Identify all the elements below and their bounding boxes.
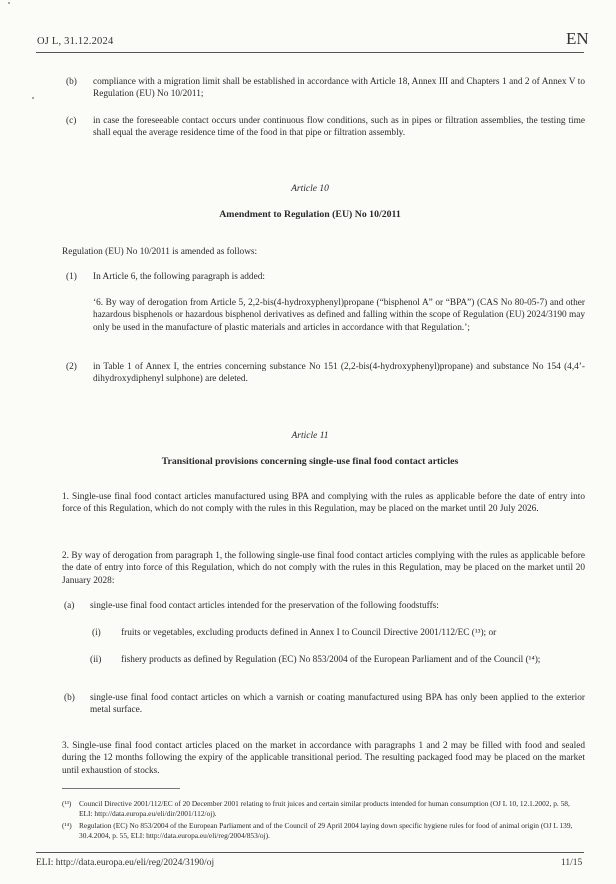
list-item-text: In Article 6, the following paragraph is added: xyxy=(93,272,265,282)
list-label: (a) xyxy=(64,601,75,611)
footnote-rule xyxy=(62,788,180,789)
list-label: (c) xyxy=(66,116,77,126)
article-title: Transitional provisions concerning single-use final food contact articles xyxy=(161,456,459,467)
footnote-text: Regulation (EC) No 853/2004 of the European Parliament and of the Council of 29 April 2004 laying down specific hygiene rules for food of animal origin (OJ L 139, 30.4.2004, p. 55, ELI: http://data.europa.eu/eli/reg/2004/853/oj). xyxy=(79,821,573,840)
footnote-text: Council Directive 2001/112/EC of 20 December 2001 relating to fruit juices and certain similar products intended for human consumption (OJ L 10, 12.1.2002, p. 58, ELI: http://data.europa.eu/eli/dir/2001/112/oj). xyxy=(79,799,570,818)
scan-speck xyxy=(32,97,34,99)
article-number: Article 11 xyxy=(291,431,329,441)
paragraph-3: 3. Single-use final food contact articles placed on the market in accordance with paragraphs 1 and 2 may be filled with food and sealed during the 12 months following the expiry of the applicable transitional period. The resulting packaged food may be placed on the market until exhaustion of stocks. xyxy=(62,741,585,776)
article-intro: Regulation (EU) No 10/2011 is amended as follows: xyxy=(62,247,258,257)
footer-rule xyxy=(36,852,584,853)
list-item-text: in case the foreseeable contact occurs under continuous flow conditions, such as in pipes or filtration assemblies, the testing time shall equal the average residence time of the food in that pipe or filtration assembly. xyxy=(93,116,585,139)
list-item-text: in Table 1 of Annex I, the entries concerning substance No 151 (2,2-bis(4-hydroxyphenyl)propane) and substance No 154 (4,4’-dihydroxydiphenyl sulphone) are deleted. xyxy=(93,362,585,385)
footnote-mark: (¹⁴) xyxy=(62,821,72,830)
article-title: Amendment to Regulation (EU) No 10/2011 xyxy=(219,209,401,220)
journal-reference: OJ L, 31.12.2024 xyxy=(37,36,114,47)
eli-link[interactable]: ELI: http://data.europa.eu/eli/reg/2024/3190/oj xyxy=(36,858,215,868)
amendment-quote: ‘6. By way of derogation from Article 5, 2,2-bis(4-hydroxyphenyl)propane (“bisphenol A” or “BPA”) (CAS No 80-05-7) and other hazardous bisphenols or hazardous bisphenol derivatives as defined and falling within the scope of Regulation (EU) 2024/3190 may only be used in the manufacture of plastic materials and articles in accordance with that Regulation.’; xyxy=(93,298,585,333)
language-code: EN xyxy=(566,29,589,48)
list-label: (2) xyxy=(66,362,77,372)
list-item-text: single-use final food contact articles intended for the preservation of the following foodstuffs: xyxy=(90,601,439,611)
header-rule xyxy=(36,52,584,53)
sublist-label: (ii) xyxy=(90,655,102,665)
paragraph-2: 2. By way of derogation from paragraph 1, the following single-use final food contact articles complying with the rules as applicable before the date of entry into force of this Regulation, which do not comply with the rules in this Regulation, may be placed on the market until 20 January 2028: xyxy=(62,551,585,586)
sublist-label: (i) xyxy=(92,628,101,638)
footnote-mark: (¹³) xyxy=(62,799,72,808)
sublist-item-text: fruits or vegetables, excluding products defined in Annex I to Council Directive 2001/112/EC (¹³); or xyxy=(121,628,497,638)
article-number: Article 10 xyxy=(291,184,329,194)
list-item-text: single-use final food contact articles on which a varnish or coating manufactured using BPA has only been applied to the exterior metal surface. xyxy=(90,693,585,716)
scan-speck xyxy=(8,2,10,4)
page-number: 11/15 xyxy=(561,858,583,868)
sublist-item-text: fishery products as defined by Regulation (EC) No 853/2004 of the European Parliament and of the Council (¹⁴); xyxy=(121,655,541,665)
paragraph-1: 1. Single-use final food contact articles manufactured using BPA and complying with the rules as applicable before the date of entry into force of this Regulation, which do not comply with the rules in this Regulation, may be placed on the market until 20 July 2026. xyxy=(62,492,585,515)
list-label: (b) xyxy=(64,693,75,703)
list-label: (b) xyxy=(66,77,77,87)
list-label: (1) xyxy=(66,272,77,282)
list-item-text: compliance with a migration limit shall be established in accordance with Article 18, Annex III and Chapters 1 and 2 of Annex V to Regulation (EU) No 10/2011; xyxy=(93,77,585,100)
